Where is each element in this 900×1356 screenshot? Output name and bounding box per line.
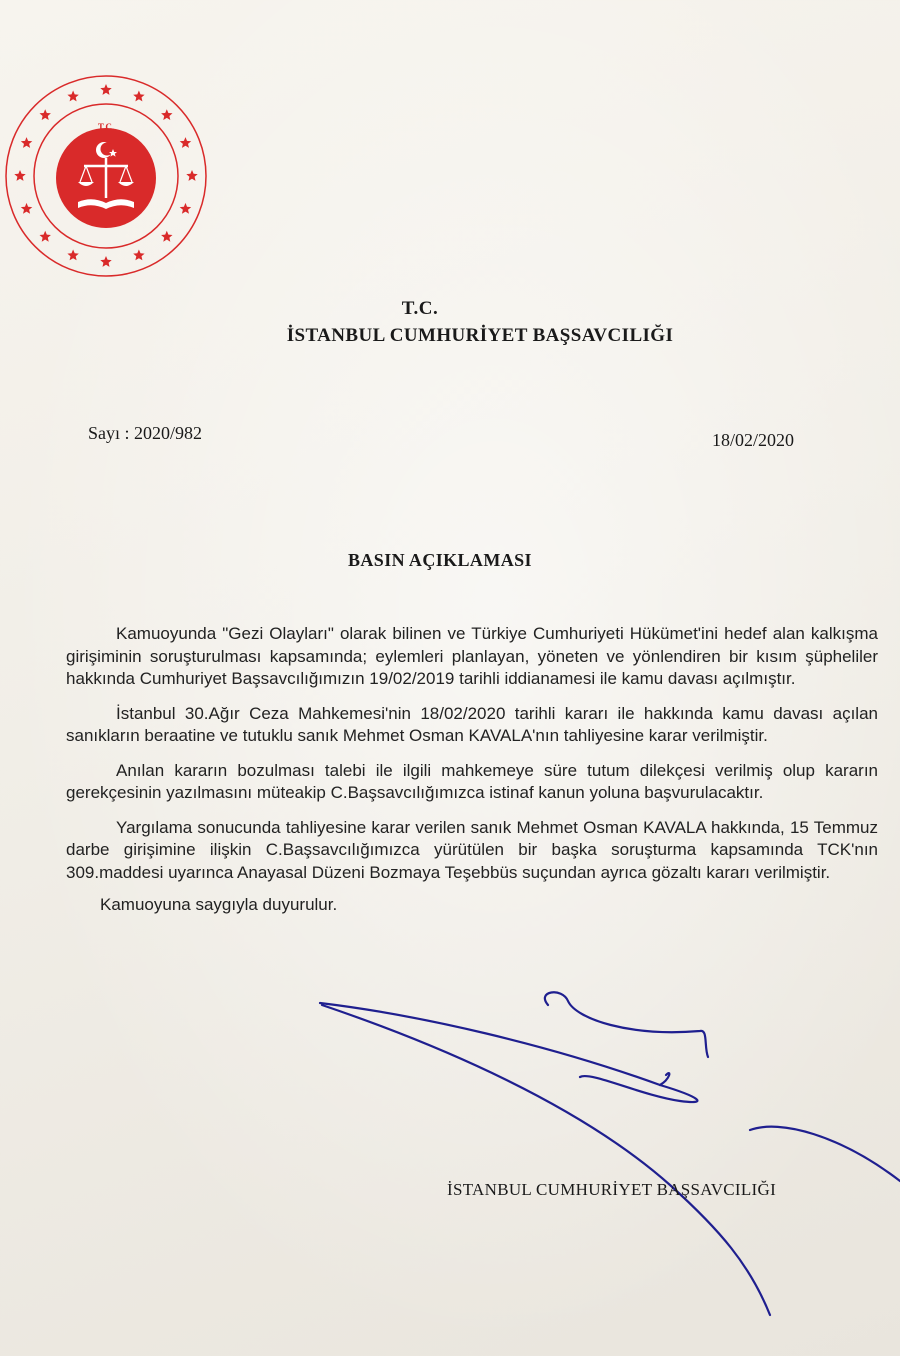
paragraph-4: Yargılama sonucunda tahliyesine karar verilen sanık Mehmet Osman KAVALA hakkında, 15 Temmuz darbe girişimine ilişkin C.Başsavcılığımızca yürütülen bir başka soruşturma kapsamında TCK'nın 309.maddesi uyarınca Anayasal Düzeni Bozmaya Teşebbüs suçundan ayrıca gözaltı kararı verilmiştir.: [66, 817, 878, 882]
seal-star-icon: [180, 137, 192, 148]
document-body: [66, 623, 878, 929]
reference-number: Sayı : 2020/982: [88, 423, 203, 443]
prosecutor-seal-logo: [0, 70, 212, 282]
seal-star-icon: [14, 170, 25, 181]
paragraph-1: Kamuoyunda "Gezi Olayları" olarak bilinen ve Türkiye Cumhuriyeti Hükümet'ini hedef alan kalkışma girişiminin soruşturulması kapsamında; eylemleri planlayan, yöneten ve yönlendiren bir kısım şüpheliler hakkında Cumhuriyet Başsavcılığımızın 19/02/2019 tarihli iddianamesi ile kamu davası açılmıştır.: [66, 624, 878, 688]
seal-star-icon: [180, 203, 192, 214]
document-date: 18/02/2020: [712, 430, 795, 450]
closing-line: Kamuoyuna saygıyla duyurulur.: [100, 895, 338, 914]
handwritten-signature: [300, 985, 900, 1325]
header-tc: T.C.: [401, 298, 439, 319]
seal-star-icon: [161, 231, 172, 242]
svg-text:T.C.: T.C.: [97, 122, 115, 132]
seal-star-icon: [133, 91, 144, 102]
seal-star-icon: [67, 91, 78, 102]
seal-star-icon: [67, 250, 78, 261]
seal-star-icon: [100, 256, 111, 267]
header-institution: İSTANBUL CUMHURİYET BAŞSAVCILIĞI: [286, 325, 674, 346]
seal-star-icon: [40, 109, 51, 120]
signature-institution: İSTANBUL CUMHURİYET BAŞSAVCILIĞI: [447, 1180, 777, 1199]
seal-star-icon: [100, 84, 111, 95]
seal-star-icon: [40, 231, 51, 242]
seal-star-icon: [186, 170, 197, 181]
seal-star-icon: [161, 109, 172, 120]
seal-star-icon: [21, 203, 33, 214]
seal-star-icon: [21, 137, 33, 148]
document-title: BASIN AÇIKLAMASI: [348, 550, 532, 570]
paragraph-3: Anılan kararın bozulması talebi ile ilgili mahkemeye süre tutum dilekçesi verilmiş olup kararın gerekçesinin yazılmasını müteakip C.Başsavcılığımızca istinaf kanun yoluna başvurulacaktır.: [66, 760, 878, 802]
paragraph-2: İstanbul 30.Ağır Ceza Mahkemesi'nin 18/02/2020 tarihli kararı ile hakkında kamu davası açılan sanıkların beraatine ve tutuklu sanık Mehmet Osman KAVALA'nın tahliyesine karar verilmiştir.: [66, 703, 878, 745]
seal-star-icon: [133, 250, 144, 261]
